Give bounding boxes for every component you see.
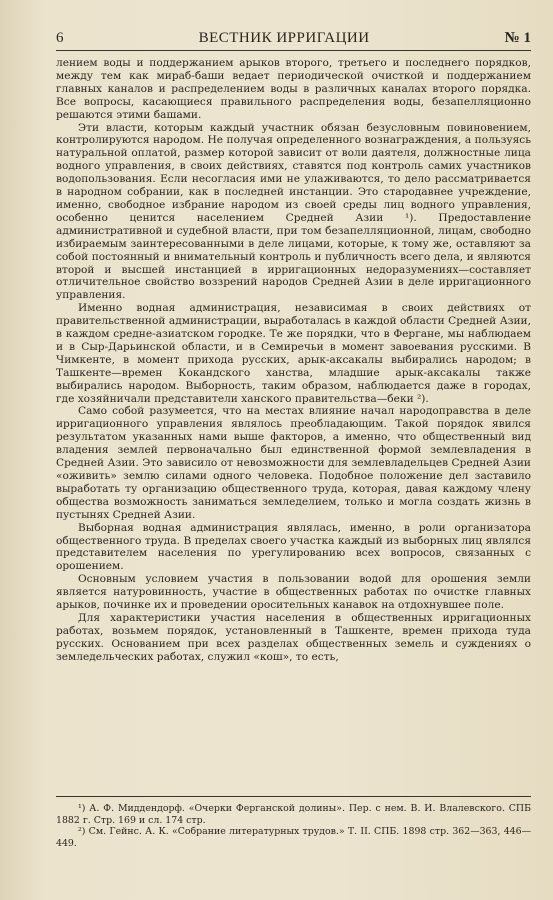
paragraph: Выборная водная администрация являлась, именно, в роли организатора общественного труда. В пределах своего участка каждый из выборных лиц являлся представителем населения по урегулированию всех вопросов, связанных с орошением. bbox=[56, 521, 531, 573]
paragraph: Для характеристики участия населения в общественных ирригационных работах, возьмем порядок, установленный в Ташкенте, времен прихода туда русских. Основанием при всех разделах общественных земель и суждениях о земледельческих работах, служил «кош», то есть, bbox=[56, 611, 531, 663]
paragraph: Эти власти, которым каждый участник обязан безусловным повиновением, контролируются народом. Не получая определенного вознаграждения, а пользуясь натуральной оплатой, размер которой зависит от воли даятеля, должностные лица водного управления, в своих действиях, ставятся под контроль самих участников водопользования. Если несогласия ими не улаживаются, то дело рассматривается в народном собрании, как в последней инстанции. Это стародавнее учреждение, именно, свободное избрание народом из своей среды лиц водного управления, особенно ценится населением Средней Азии ¹). Предоставление административной и судебной власти, при том безапелляционной, лицам, свободно избираемым заинтересованными в деле лицами, которые, к тому же, оставляют за собой постоянный и внимательный контроль и публичность всего дела, и являются второй и высшей инстанцией в ирригационных недоразумениях—составляет отличительное свойство воззрений народов Средней Азии в деле ирригационного управления. bbox=[56, 121, 531, 302]
footnotes bbox=[56, 796, 531, 849]
journal-title: ВЕСТНИК ИРРИГАЦИИ bbox=[198, 30, 370, 46]
footnote: ¹) А. Ф. Миддендорф. «Очерки Ферганской долины». Пер. с нем. В. И. Влалевского. СПБ 1882 г. Стр. 169 и сл. 174 стр. bbox=[56, 803, 531, 826]
paragraph: Именно водная администрация, независимая в своих действиях от правительственной администрации, выработалась в каждой области Средней Азии, в каждом средне-азиатском городке. Те же порядки, что в Фергане, мы наблюдаем и в Сыр-Дарьинской области, и в Семиречьи в момент завоевания русскими. В Чимкенте, в момент прихода русских, арык-аксакалы выбирались народом; в Ташкенте—времен Кокандского ханства, младшие арык-аксакалы также выбирались народом. Выборность, таким образом, наблюдается даже в городах, где хозяйничали представители ханского правительства—беки ²). bbox=[56, 302, 531, 405]
issue-number: № 1 bbox=[504, 30, 531, 46]
paragraph: лением воды и поддержанием арыков второго, третьего и последнего порядков, между тем как мираб-баши ведает периодической очисткой и поддержанием главных каналов и распределением воды в различных каналах второго порядка. Все вопросы, касающиеся правильного распределения воды, безапелляционно решаются этими башами. bbox=[56, 57, 531, 121]
footnote: ²) См. Гейнс. А. К. «Собрание литературных трудов.» Т. II. СПБ. 1898 стр. 362—363, 446—449. bbox=[56, 826, 531, 849]
page-header bbox=[56, 30, 531, 51]
paragraph: Основным условием участия в пользовании водой для орошения земли является натуровинность, участие в общественных работах по очистке главных арыков, починке их и проведении оросительных канавок на отдохнувшее поле. bbox=[56, 573, 531, 612]
article-body bbox=[56, 57, 531, 664]
page-number: 6 bbox=[56, 30, 64, 46]
paragraph: Само собой разумеется, что на местах влияние начал народоправства в деле ирригационного управления являлось преобладающим. Такой порядок явился результатом указанных нами выше факторов, а именно, что общественный вид владения землей первоначально был единственной формой землевладения в Средней Азии. Это зависило от невозможности для землевладельцев Средней Азии «оживить» землю силами одного человека. Подобное положение дел заставило выработать ту организацию общественного труда, которая, давая каждому члену общества возможность заниматься земледелием, только и могла создать жизнь в пустынях Средней Азии. bbox=[56, 405, 531, 521]
